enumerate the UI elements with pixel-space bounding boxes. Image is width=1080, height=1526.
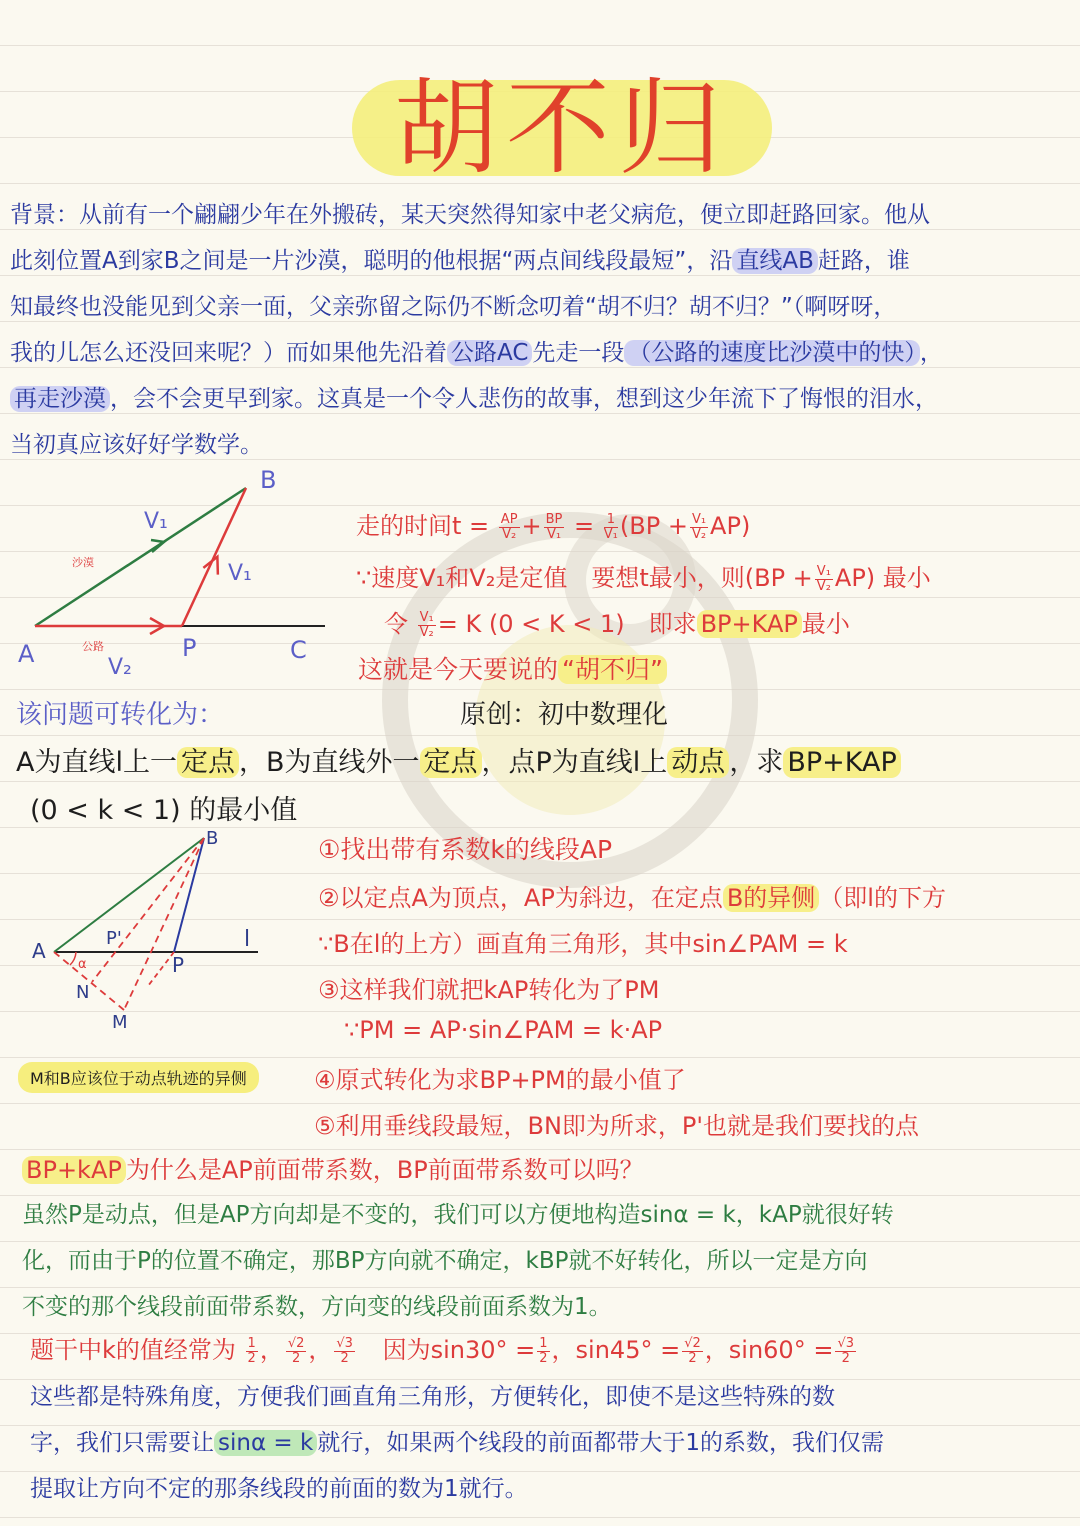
transform-statement-1: A为直线l上一 定点 ，B为直线外一 定点 ，点P为直线l上 动点 ，求 BP+KAP — [16, 740, 901, 779]
ending-line-1: 这些都是特殊角度，方便我们画直角三角形，方便转化，即使不是这些特殊的数 — [30, 1384, 835, 1410]
fraction-bp-v1: $\frac{BP}{\text{V₁}}$ — [545, 511, 563, 542]
answer-line-2: 化，而由于P的位置不确定，那BP方向就不确定，kBP就不好转化，所以一定是方向 — [22, 1248, 868, 1274]
story-line-6 — [10, 426, 263, 459]
highlight-hubugui: “胡不归” — [558, 655, 667, 684]
story-line-1 — [10, 196, 930, 229]
segment-pb-2 — [174, 838, 204, 952]
label-v1-desert: V₁ — [144, 509, 168, 534]
story-label: 背景： — [10, 202, 79, 228]
story-line-4 — [10, 334, 943, 367]
arrow-ab — [151, 540, 164, 552]
label-v2-road: V₂ — [108, 655, 132, 680]
label-c: C — [290, 636, 307, 664]
highlight-line-ab: 直线AB — [732, 248, 818, 274]
step-5: ⑤利用垂线段最短，BN即为所求，P'也就是我们要找的点 — [314, 1112, 920, 1140]
segment-pm — [148, 952, 174, 986]
step-1: ①找出带有系数k的线段AP — [318, 835, 613, 864]
highlight-target: BP+KAP — [783, 747, 900, 778]
label-a-2: A — [32, 939, 46, 963]
highlight-moving-point: 动点 — [667, 747, 729, 778]
transform-statement-2: (0 < k < 1) 的最小值 — [30, 795, 298, 826]
ending-line-3: 提取让方向不定的那条线段的前面的数为1就行。 — [30, 1476, 528, 1502]
formula-text: 令 — [384, 610, 408, 638]
question-line: BP+kAP 为什么是AP前面带系数，BP前面带系数可以吗？ — [22, 1150, 644, 1185]
story-text: ， — [919, 340, 943, 366]
formula-constant-speed — [356, 558, 931, 594]
formula-text: 最小 — [801, 610, 850, 638]
highlight-fixed-point-b: 定点 — [420, 747, 482, 778]
formula-let-k — [384, 604, 850, 640]
highlight-bp-kap-2: BP+kAP — [22, 1156, 126, 1184]
label-a: A — [18, 640, 35, 668]
label-road: 公路 — [82, 640, 104, 653]
highlight-road-ac: 公路AC — [447, 340, 532, 366]
formula-text: AP) — [710, 512, 751, 540]
label-n: N — [76, 982, 90, 1003]
step-2-cont: ∵B在l的上方）画直角三角形，其中sin∠PAM = k — [318, 930, 848, 958]
ending-line-2: 字，我们只需要让 sinα = k 就行，如果两个线段的前面都带大于1的系数，我们仅需 — [30, 1430, 884, 1456]
story-text: 知最终也没能见到父亲一面，父亲弥留之际仍不断念叨着“胡不归？胡不归？”（啊呀呀， — [10, 294, 897, 320]
transform-label: 该问题可转化为： — [16, 700, 225, 730]
formula-this-is — [358, 650, 667, 686]
formula-text: (BP + — [619, 512, 688, 540]
formula-text: 走的时间t = — [356, 512, 490, 540]
fraction-ap-v2: $\frac{AP}{\text{V₂}}$ — [500, 511, 518, 542]
story-line-2 — [10, 242, 910, 275]
label-v1-pb: V₁ — [228, 561, 252, 586]
credit-text: 原创：初中数理化 — [460, 700, 669, 730]
step-3: ③这样我们就把kAP转化为了PM — [318, 976, 660, 1004]
formula-text: = K (0 < K < 1) 即求 — [437, 610, 697, 638]
story-text: 先走一段 — [532, 340, 625, 366]
story-line-3 — [10, 288, 896, 321]
title-banner — [352, 67, 772, 189]
note-badge: M和B应该位于动点轨迹的异侧 — [18, 1062, 259, 1093]
fraction-1-v1: $\frac{1}{\text{V₁}}$ — [603, 511, 618, 542]
label-b-2: B — [206, 828, 219, 849]
step-4: ④原式转化为求BP+PM的最小值了 — [314, 1066, 686, 1094]
story-text: 当初真应该好好学数学。 — [10, 432, 263, 458]
highlight-bp-kap: BP+KAP — [697, 610, 802, 638]
fraction-v1-v2: $\frac{\text{V₁}}{\text{V₂}}$ — [691, 511, 707, 542]
story-text: 从前有一个翩翩少年在外搬砖，某天突然得知家中老父病危，便立即赶路回家。他从 — [79, 202, 930, 228]
answer-line-1: 虽然P是动点，但是AP方向却是不变的，我们可以方便地构造sinα = k，kAP就很好转 — [22, 1202, 894, 1228]
fraction-root3-2: $\frac{√3}{2}$ — [336, 1335, 353, 1366]
answer-line-3: 不变的那个线段前面带系数，方向变的线段前面系数为1。 — [22, 1294, 612, 1320]
label-b: B — [260, 466, 277, 494]
label-desert: 沙漠 — [72, 556, 94, 569]
formula-text: 这就是今天要说的 — [358, 655, 559, 684]
highlight-fixed-point-a: 定点 — [177, 747, 239, 778]
fraction-half: $\frac{1}{2}$ — [247, 1335, 256, 1366]
label-l: l — [244, 927, 251, 952]
label-p-prime: P' — [106, 928, 122, 949]
label-m: M — [112, 1012, 128, 1033]
diagram-construction — [20, 826, 280, 1036]
highlight-road-speed: （公路的速度比沙漠中的快） — [624, 340, 920, 366]
label-p-2: P — [172, 953, 185, 977]
step-3-cont: ∵PM = AP·sin∠PAM = k·AP — [344, 1016, 663, 1044]
fraction-v1-v2-b: $\frac{\text{V₁}}{\text{V₂}}$ — [816, 563, 831, 594]
story-text: ，会不会更早到家。这真是一个令人悲伤的故事，想到这少年流下了悔恨的泪水， — [110, 386, 938, 412]
highlight-opposite-side: B的异侧 — [723, 884, 819, 912]
fraction-root2-2: $\frac{√2}{2}$ — [287, 1335, 305, 1366]
formula-text: AP) 最小 — [834, 564, 931, 592]
label-alpha: α — [78, 957, 87, 972]
story-text: 我的儿怎么还没回来呢？）而如果他先沿着 — [10, 340, 447, 366]
label-p: P — [182, 634, 197, 662]
story-line-5 — [10, 380, 938, 413]
story-text: 赶路，谁 — [817, 248, 910, 274]
highlight-sin-alpha: sinα = k — [214, 1430, 317, 1456]
formula-time: 走的时间t = $\frac{AP}{\text{V₂}}$ + $\frac{BP}{\text{V₁}}$ = $\frac{1}{\text{V₁}}$ (BP + $\frac{\text{V₁}}{\text{V₂}}$ AP) — [356, 511, 751, 542]
fraction-v1-v2-c: $\frac{\text{V₁}}{\text{V₂}}$ — [419, 609, 434, 640]
step-2: ②以定点A为顶点，AP为斜边，在定点 B的异侧 （即l的下方 — [318, 884, 946, 912]
story-text: 此刻位置A到家B之间是一片沙漠，聪明的他根据“两点间线段最短”，沿 — [10, 248, 733, 274]
diagram-triangle-abp — [10, 462, 340, 682]
angle-alpha-arc — [70, 952, 76, 965]
k-values-line: 题干中k的值经常为 $\frac{1}{2}$ ， $\frac{√2}{2}$ ， $\frac{√3}{2}$ 因为sin30° = $\frac{1}{2}$ ，sin45° = $\frac{√2}{2}$ ，sin60° = $\frac{√3}{2}$ — [30, 1335, 855, 1366]
highlight-desert: 再走沙漠 — [10, 386, 110, 412]
formula-text: ∵速度V₁和V₂是定值 要想t最小，则(BP + — [356, 564, 813, 592]
page-title: 胡不归 — [393, 67, 730, 189]
